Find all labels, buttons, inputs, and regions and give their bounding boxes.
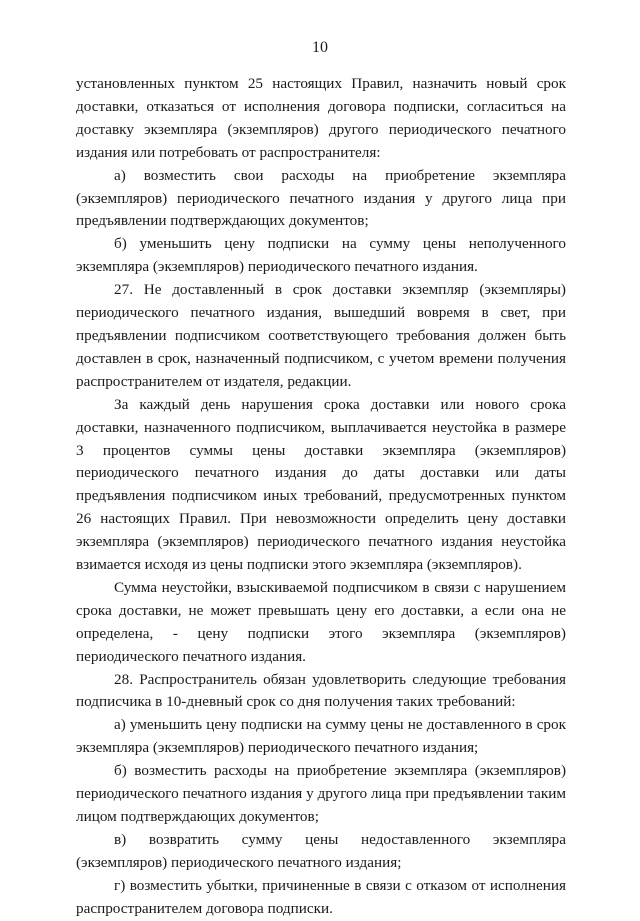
paragraph-item-g: г) возместить убытки, причиненные в связи с отказом от исполнения распространителем договора подписки. bbox=[76, 876, 566, 917]
paragraph-item-b: б) возместить расходы на приобретение экземпляра (экземпляров) периодического печатного издания у другого лица при предъявлении таким лицом подтверждающих документов; bbox=[76, 762, 566, 825]
paragraph-item-b: б) уменьшить цену подписки на сумму цены неполученного экземпляра (экземпляров) периодического печатного издания. bbox=[76, 235, 566, 276]
paragraph-item-a: а) возместить свои расходы на приобретение экземпляра (экземпляров) периодического печатного издания у другого лица при предъявлении подтверждающих документов; bbox=[76, 166, 566, 230]
paragraph-clause-27: 27. Не доставленный в срок доставки экземпляр (экземпляры) периодического печатного издания, вышедший вовремя в свет, при предъявлении подписчиком соответствующего требования должен быть доставлен в срок, назначенный подписчиком, с учетом времени получения распространителем от издателя, редакции. bbox=[76, 281, 566, 390]
paragraph-penalty-limit: Сумма неустойки, взыскиваемой подписчиком в связи с нарушением срока доставки, не может превышать цену его доставки, а если она не определена, - цену подписки этого экземпляра (экземпляров) периодического печатного издания. bbox=[76, 578, 566, 665]
paragraph-item-v: в) возвратить сумму цены недоставленного экземпляра (экземпляров) периодического печатного издания; bbox=[76, 830, 566, 871]
page-number: 10 bbox=[312, 39, 328, 56]
paragraph-penalty: За каждый день нарушения срока доставки или нового срока доставки, назначенного подписчиком, выплачивается неустойка в размере 3 процентов суммы цены доставки экземпляра (экземпляров) периодического печатного издания до даты доставки или даты предъявления подписчиком иных требований, предусмотренных пунктом 26 настоящих Правил. При невозможности определить цену доставки экземпляра (экземпляров) периодического печатного издания неустойка взимается исходя из цены подписки этого экземпляра (экземпляров). bbox=[76, 395, 566, 574]
document-body bbox=[76, 73, 566, 921]
paragraph-continuation: установленных пунктом 25 настоящих Правил, назначить новый срок доставки, отказаться от исполнения договора подписки, согласиться на доставку экземпляра (экземпляров) другого периодического печатного издания или потребовать от распространителя: bbox=[76, 75, 566, 161]
paragraph-item-a: а) уменьшить цену подписки на сумму цены не доставленного в срок экземпляра (экземпляров) периодического печатного издания; bbox=[76, 716, 566, 757]
paragraph-clause-28: 28. Распространитель обязан удовлетворить следующие требования подписчика в 10-дневный срок со дня получения таких требований: bbox=[76, 670, 566, 711]
